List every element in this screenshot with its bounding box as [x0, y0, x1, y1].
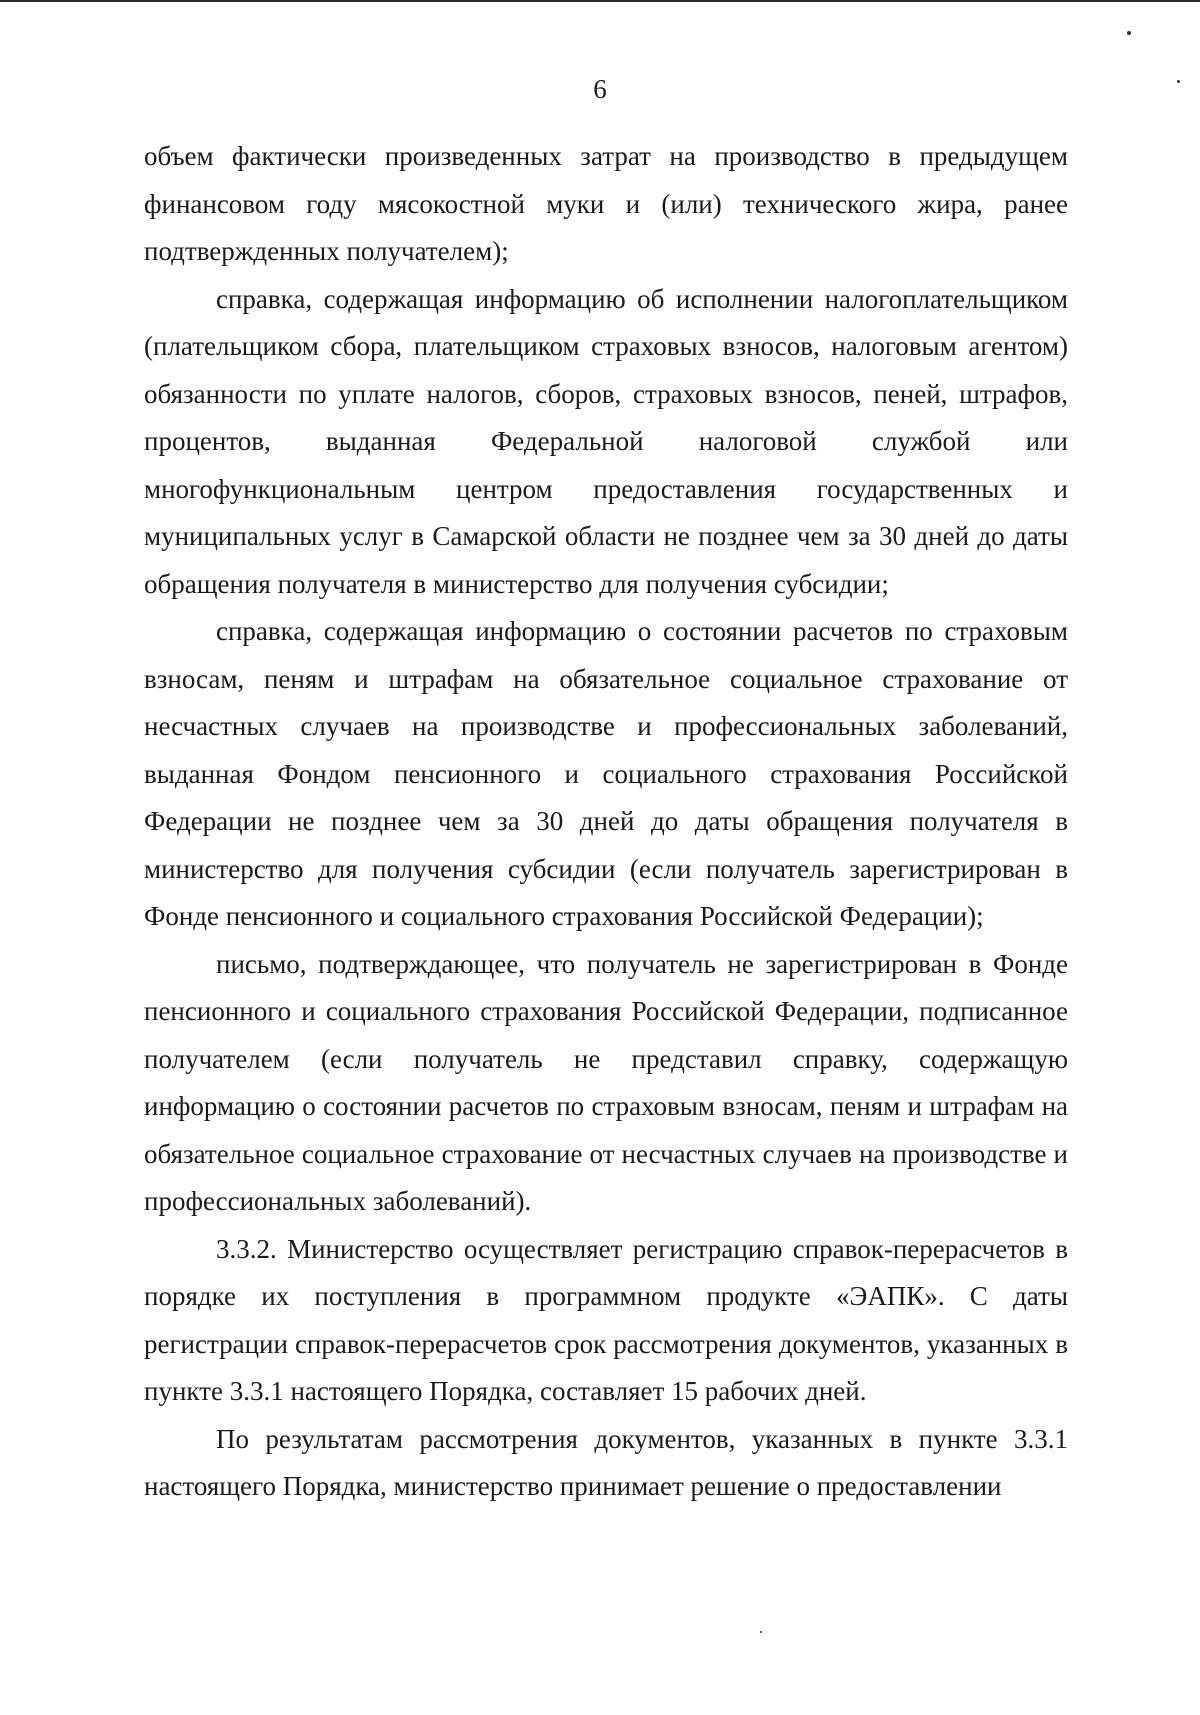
- paragraph-3-3-2: 3.3.2. Министерство осуществляет регистрацию справок-перерасчетов в порядке их поступления в программном продукте «ЭАПК». С даты регистрации справок-перерасчетов срок рассмотрения документов, указанных в пункте 3.3.1 настоящего Порядка, составляет 15 рабочих дней.: [144, 1233, 1068, 1406]
- paragraph-tax-certificate: справка, содержащая информацию об исполнении налогоплательщиком (плательщиком сбора, плательщиком страховых взносов, налоговым агентом) обязанности по уплате налогов, сборов, страховых взносов, пеней, штрафов, процентов, выданная Федеральной налоговой службой или многофункциональным центром предоставления государственных и муниципальных услуг в Самарской области не позднее чем за 30 дней до даты обращения получателя в министерство для получения субсидии;: [144, 283, 1068, 599]
- page-top-edge: [0, 0, 1200, 2]
- page-number: 6: [593, 74, 607, 104]
- paragraph-insurance-certificate: справка, содержащая информацию о состоянии расчетов по страховым взносам, пеням и штрафам на обязательное социальное страхование от несчастных случаев на производстве и профессиональных заболеваний, выданная Фондом пенсионного и социального страхования Российской Федерации не позднее чем за 30 дней до даты обращения получателя в министерство для получения субсидии (если получатель зарегистрирован в Фонде пенсионного и социального страхования Российской Федерации);: [144, 616, 1068, 931]
- document-body: [144, 133, 1068, 1511]
- scan-speck: [1127, 31, 1131, 35]
- paragraph-1-continuation: объем фактически произведенных затрат на производство в предыдущем финансовом году мясокостной муки и (или) технического жира, ранее подтвержденных получателем);: [144, 141, 1068, 266]
- scan-speck: [760, 1631, 762, 1633]
- paragraph-review-results: По результатам рассмотрения документов, указанных в пункте 3.3.1 настоящего Порядка, министерство принимает решение о предоставлении: [144, 1423, 1068, 1501]
- paragraph-non-registration-letter: письмо, подтверждающее, что получатель не зарегистрирован в Фонде пенсионного и социального страхования Российской Федерации, подписанное получателем (если получатель не представил справку, содержащую информацию о состоянии расчетов по страховым взносам, пеням и штрафам на обязательное социальное страхование от несчастных случаев на производстве и профессиональных заболеваний).: [144, 948, 1068, 1216]
- scan-speck: [1177, 80, 1180, 83]
